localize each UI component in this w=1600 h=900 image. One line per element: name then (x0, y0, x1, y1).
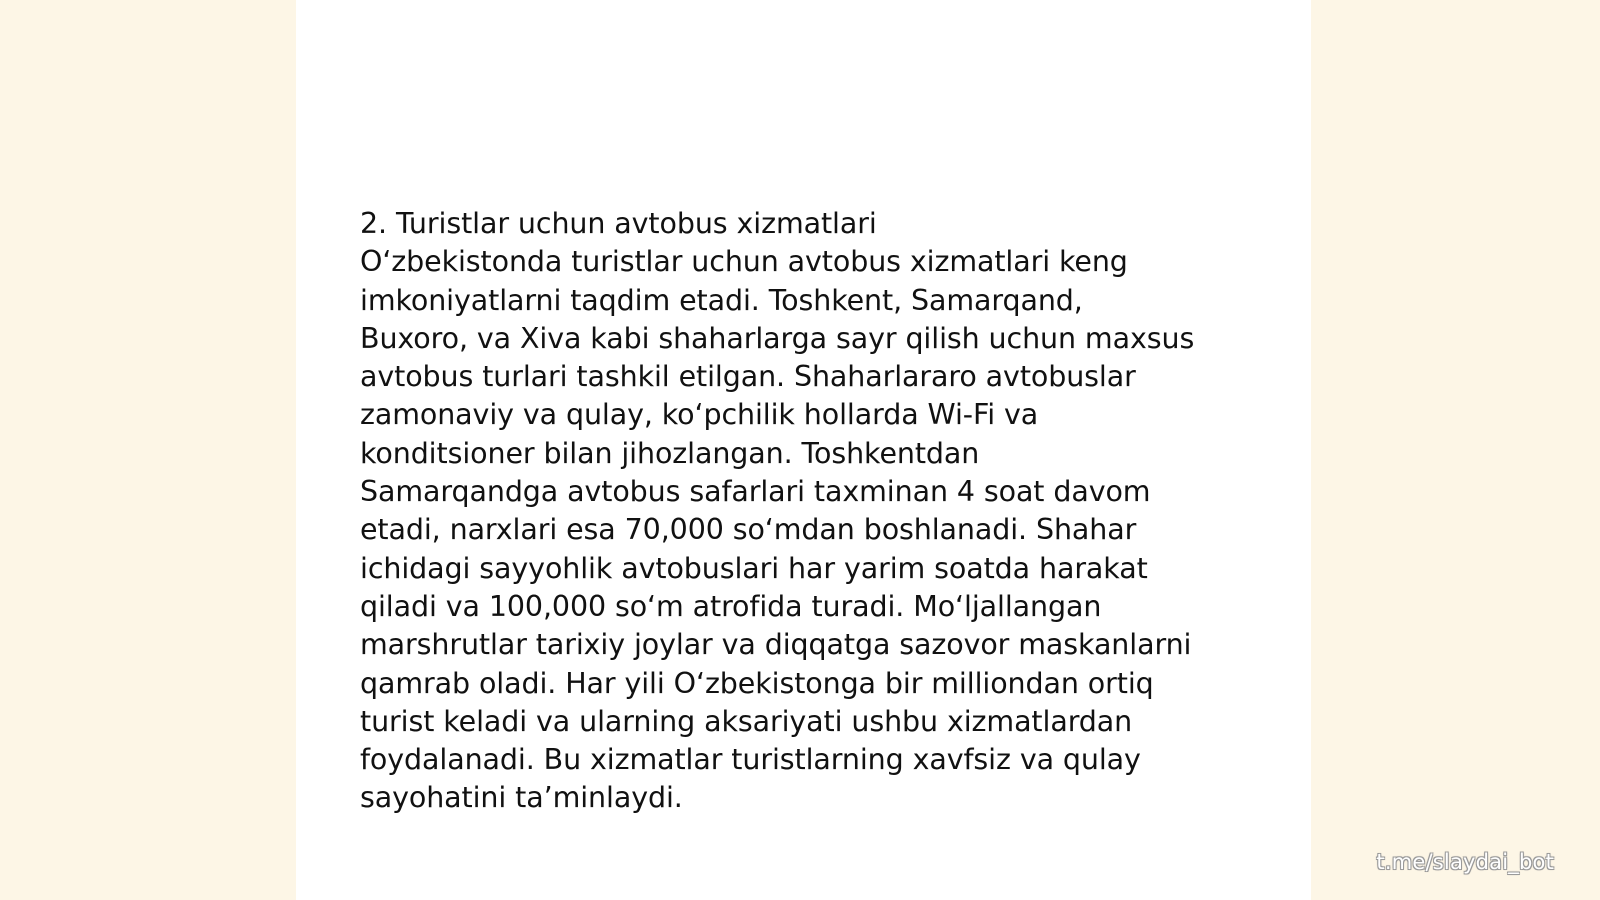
body-line: marshrutlar tarixiy joylar va diqqatga sazovor maskanlarni (360, 628, 1192, 662)
body-line: O‘zbekistonda turistlar uchun avtobus xizmatlari keng (360, 245, 1128, 279)
left-margin-panel (0, 0, 296, 900)
slide-text-block (360, 205, 1260, 818)
body-line: Buxoro, va Xiva kabi shaharlarga sayr qilish uchun maxsus (360, 321, 1195, 355)
body-line: foydalanadi. Bu xizmatlar turistlarning xavfsiz va qulay (360, 743, 1141, 777)
body-line: turist keladi va ularning aksariyati ushbu xizmatlardan (360, 704, 1133, 738)
watermark-text: t.me/slaydai_bot (1376, 850, 1554, 874)
body-line: konditsioner bilan jihozlangan. Toshkentdan (360, 436, 980, 470)
body-line: qamrab oladi. Har yili O‘zbekistonga bir milliondan ortiq (360, 666, 1154, 700)
body-line: ichidagi sayyohlik avtobuslari har yarim soatda harakat (360, 551, 1148, 585)
body-line: Samarqandga avtobus safarlari taxminan 4 soat davom (360, 475, 1151, 509)
right-margin-panel (1311, 0, 1600, 900)
body-line: zamonaviy va qulay, ko‘pchilik hollarda Wi-Fi va (360, 398, 1039, 432)
body-line: qiladi va 100,000 so‘m atrofida turadi. Mo‘ljallangan (360, 589, 1102, 623)
body-line: avtobus turlari tashkil etilgan. Shaharlararo avtobuslar (360, 360, 1136, 394)
slide-heading: 2. Turistlar uchun avtobus xizmatlari (360, 207, 877, 240)
body-line: etadi, narxlari esa 70,000 so‘mdan boshlanadi. Shahar (360, 513, 1137, 547)
slide-page (296, 0, 1311, 900)
body-line: sayohatini ta’minlaydi. (360, 781, 683, 815)
body-line: imkoniyatlarni taqdim etadi. Toshkent, Samarqand, (360, 283, 1083, 317)
